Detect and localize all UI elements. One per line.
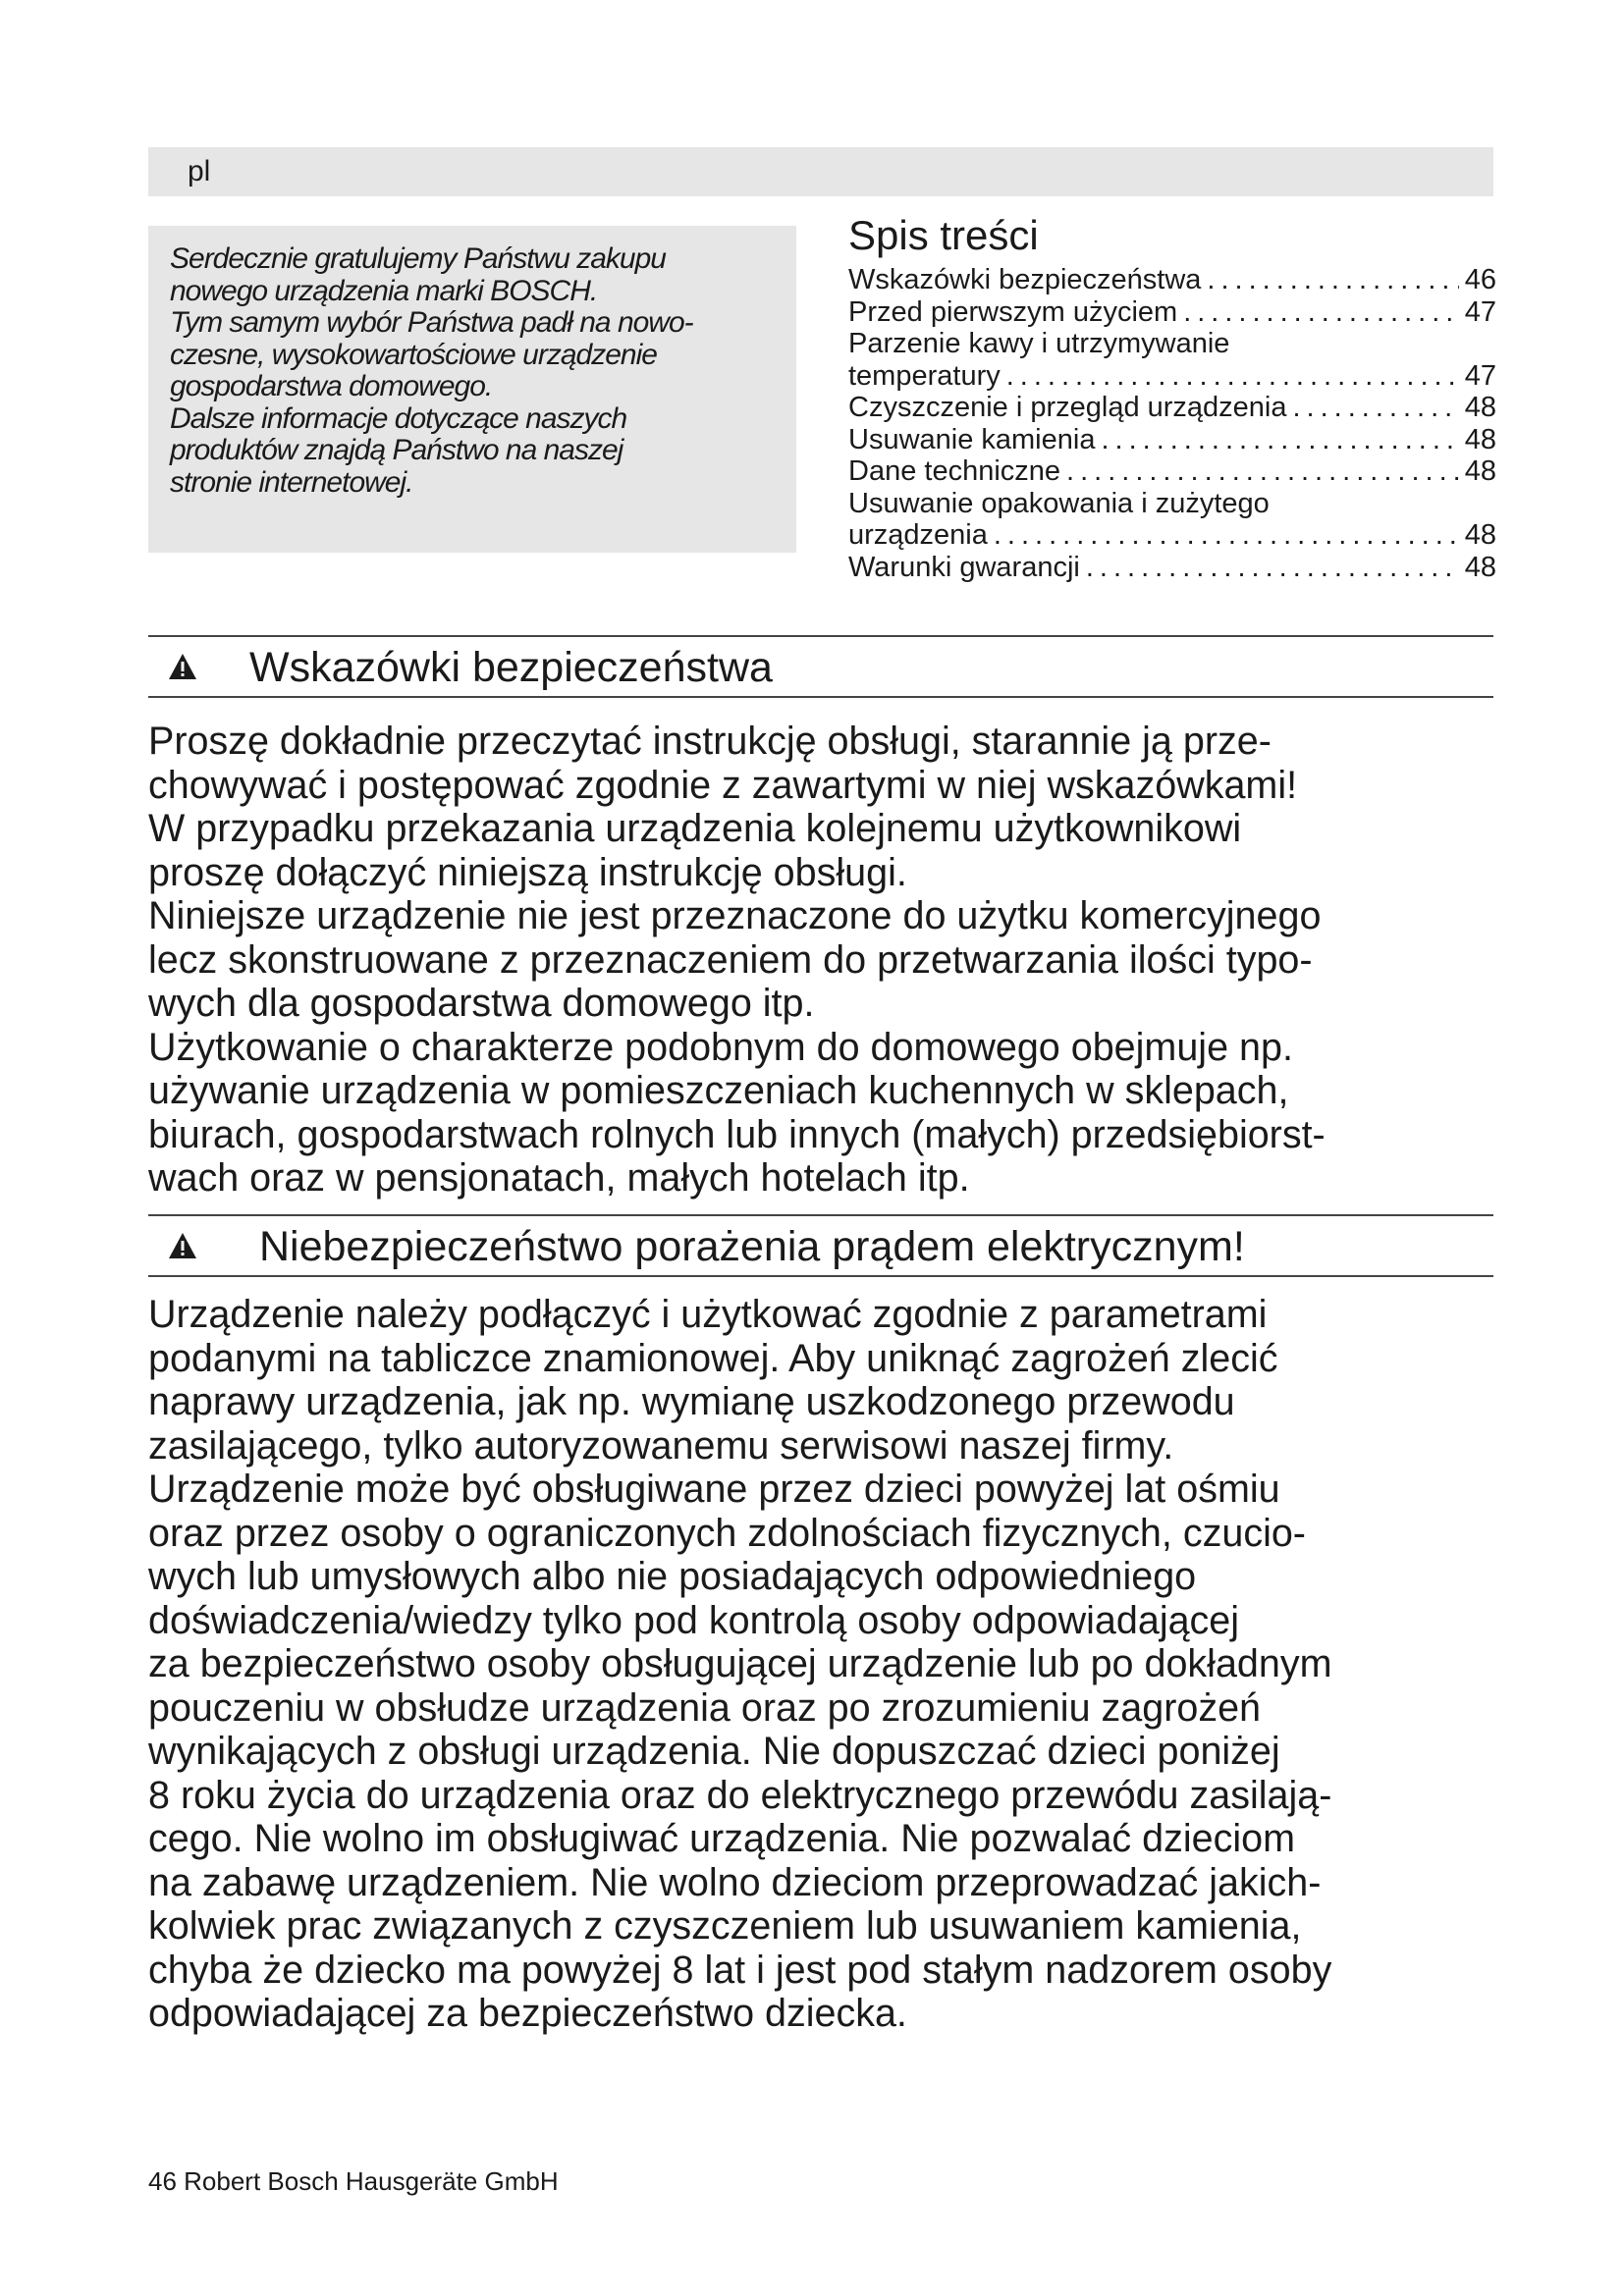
toc-entry[interactable] xyxy=(848,488,1496,552)
toc-entry[interactable] xyxy=(848,424,1496,456)
toc-entry-title: Przed pierwszym użyciem xyxy=(848,295,1178,328)
body-line: Proszę dokładnie przeczytać instrukcję obsługi, starannie ją prze- xyxy=(148,720,1272,763)
toc-entry-title: Warunki gwarancji xyxy=(848,551,1080,583)
table-of-contents xyxy=(848,211,1496,583)
warning-icon xyxy=(168,1232,197,1259)
intro-line: gospodarstwa domowego. xyxy=(170,370,493,402)
toc-entry[interactable] xyxy=(848,552,1496,584)
body-line: chyba że dziecko ma powyżej 8 lat i jest pod stałym nadzorem osoby xyxy=(148,1948,1332,1992)
body-line: Użytkowanie o charakterze podobnym do domowego obejmuje np. xyxy=(148,1025,1293,1069)
toc-entry-page: 48 xyxy=(1464,392,1496,423)
toc-entry-page: 48 xyxy=(1464,423,1496,455)
toc-entry[interactable] xyxy=(848,296,1496,329)
body-line: doświadczenia/wiedzy tylko pod kontrolą osoby odpowiadającej xyxy=(148,1598,1240,1642)
toc-entry-page: 47 xyxy=(1464,359,1496,392)
language-bar xyxy=(148,147,1493,196)
toc-entry-page: 46 xyxy=(1464,264,1496,295)
toc-entry[interactable] xyxy=(848,392,1496,424)
safety-section-body xyxy=(148,720,1498,1201)
toc-leader xyxy=(994,519,1459,552)
intro-line: Tym samym wybór Państwa padł na nowo- xyxy=(170,306,693,339)
body-line: na zabawę urządzeniem. Nie wolno dzieciom przeprowadzać jakich- xyxy=(148,1860,1322,1904)
body-line: Urządzenie może być obsługiwane przez dzieci powyżej lat ośmiu xyxy=(148,1468,1280,1511)
body-line: wych dla gospodarstwa domowego itp. xyxy=(148,982,815,1025)
safety-section-heading xyxy=(148,635,1493,698)
toc-entry-title: urządzenia xyxy=(848,519,988,551)
toc-leader xyxy=(1006,360,1459,393)
intro-box xyxy=(148,226,796,553)
toc-leader xyxy=(1086,552,1459,584)
body-line: Urządzenie należy podłączyć i użytkować zgodnie z parametrami xyxy=(148,1293,1268,1336)
section-title: Wskazówki bezpieczeństwa xyxy=(249,644,773,691)
toc-entry-title-line1: Usuwanie opakowania i zużytego xyxy=(848,487,1270,519)
toc-entry-title: Czyszczenie i przegląd urządzenia xyxy=(848,392,1287,423)
language-code: pl xyxy=(188,155,211,187)
intro-line: Dalsze informacje dotyczące naszych xyxy=(170,401,627,435)
toc-entry[interactable] xyxy=(848,328,1496,392)
intro-line: stronie internetowej. xyxy=(170,465,413,499)
body-line: podanymi na tabliczce znamionowej. Aby uniknąć zagrożeń zlecić xyxy=(148,1336,1278,1380)
body-line: oraz przez osoby o ograniczonych zdolnościach fizycznych, czucio- xyxy=(148,1511,1306,1555)
toc-leader xyxy=(1183,296,1459,329)
toc-entry[interactable] xyxy=(848,264,1496,296)
body-line: pouczeniu w obsłudze urządzenia oraz po zrozumieniu zagrożeń xyxy=(148,1685,1262,1730)
toc-leader xyxy=(1293,392,1459,424)
toc-title: Spis treści xyxy=(848,212,1039,258)
body-line: proszę dołączyć niniejszą instrukcję obsługi. xyxy=(148,850,907,894)
intro-line: nowego urządzenia marki BOSCH. xyxy=(170,274,598,307)
toc-entry[interactable] xyxy=(848,455,1496,488)
body-line: biurach, gospodarstwach rolnych lub innych (małych) przedsiębiorst- xyxy=(148,1112,1326,1156)
body-line: wach oraz w pensjonatach, małych hotelach itp. xyxy=(148,1156,970,1200)
intro-line: Serdecznie gratulujemy Państwu zakupu xyxy=(170,242,666,275)
body-line: odpowiadającej za bezpieczeństwo dziecka. xyxy=(148,1992,907,2035)
body-line: kolwiek prac związanych z czyszczeniem lub usuwaniem kamienia, xyxy=(148,1904,1302,1948)
intro-line: produktów znajdą Państwo na naszej xyxy=(170,434,623,466)
toc-entry-page: 47 xyxy=(1464,295,1496,328)
body-line: wynikających z obsługi urządzenia. Nie dopuszczać dzieci poniżej xyxy=(148,1730,1280,1773)
body-line: cego. Nie wolno im obsługiwać urządzenia. Nie pozwalać dzieciom xyxy=(148,1817,1296,1860)
body-line: wych lub umysłowych albo nie posiadających odpowiedniego xyxy=(148,1555,1197,1598)
toc-entry-page: 48 xyxy=(1464,551,1496,583)
warning-icon xyxy=(168,653,197,680)
body-line: Niniejsze urządzenie nie jest przeznaczone do użytku komercyjnego xyxy=(148,894,1322,937)
body-line: naprawy urządzenia, jak np. wymianę uszkodzonego przewodu xyxy=(148,1380,1235,1423)
body-line: lecz skonstruowane z przeznaczeniem do przetwarzania ilości typo- xyxy=(148,937,1313,982)
page-footer: 46 Robert Bosch Hausgeräte GmbH xyxy=(148,2166,559,2196)
body-line: 8 roku życia do urządzenia oraz do elektrycznego przewódu zasilają- xyxy=(148,1773,1332,1817)
electric-shock-section-body xyxy=(148,1293,1498,2036)
toc-entry-page: 48 xyxy=(1464,455,1496,487)
toc-entry-title: Wskazówki bezpieczeństwa xyxy=(848,264,1202,295)
body-line: chowywać i postępować zgodnie z zawartymi w niej wskazówkami! xyxy=(148,763,1298,807)
toc-entry-title: Usuwanie kamienia xyxy=(848,423,1096,455)
body-line: używanie urządzenia w pomieszczeniach kuchennych w sklepach, xyxy=(148,1069,1289,1112)
body-line: W przypadku przekazania urządzenia kolejnemu użytkownikowi xyxy=(148,807,1242,850)
toc-leader xyxy=(1066,455,1459,488)
toc-leader xyxy=(1101,424,1458,456)
body-line: za bezpieczeństwo osoby obsługującej urządzenie lub po dokładnym xyxy=(148,1642,1332,1685)
electric-shock-section-heading xyxy=(148,1214,1493,1277)
section-title: Niebezpieczeństwo porażenia prądem elektrycznym! xyxy=(259,1223,1245,1270)
intro-line: czesne, wysokowartościowe urządzenie xyxy=(170,338,657,371)
toc-entry-title-line1: Parzenie kawy i utrzymywanie xyxy=(848,328,1230,359)
toc-leader xyxy=(1207,264,1458,296)
body-line: zasilającego, tylko autoryzowanemu serwisowi naszej firmy. xyxy=(148,1423,1174,1468)
toc-entry-title: temperatury xyxy=(848,359,1001,392)
toc-entry-page: 48 xyxy=(1464,519,1496,551)
toc-entry-title: Dane techniczne xyxy=(848,455,1061,487)
